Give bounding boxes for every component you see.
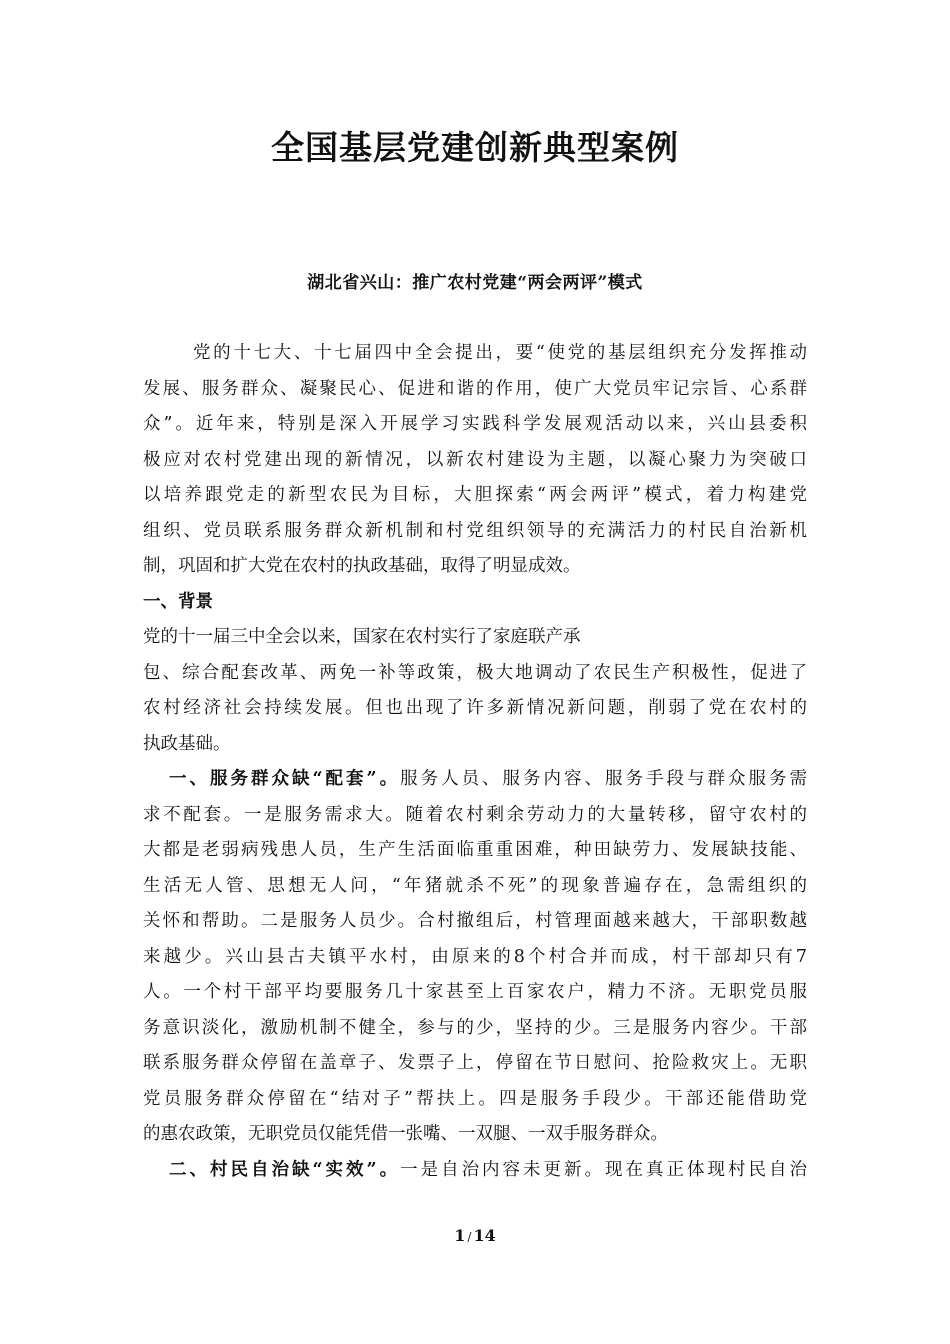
- point-1-heading: 一、服务群众缺“配套”。: [169, 769, 401, 789]
- point-1-line: 的惠农政策，无职党员仅能凭借一张嘴、一双腿、一双手服务群众。: [143, 1124, 668, 1144]
- point-1-line: 求不配套。一是服务需求大。随着农村剩余劳动力的大量转移，留守农村的: [143, 804, 807, 825]
- point-1-line: 联系服务群众停留在盖章子、发票子上，停留在节日慰问、抢险救灾上。无职: [143, 1053, 807, 1073]
- point-1-line: 务意识淡化，激励机制不健全，参与的少，坚持的少。三是服务内容少。干部: [143, 1017, 807, 1038]
- section-heading: 一、背景: [143, 591, 213, 612]
- document-subtitle: 湖北省兴山：推广农村党建“两会两评”模式: [307, 273, 643, 293]
- point-1-line: 党员服务群众停留在“结对子”帮扶上。四是服务手段少。干部还能借助党: [143, 1088, 807, 1109]
- intro-line: 以培养跟党走的新型农民为目标，大胆探索“两会两评”模式，着力构建党: [143, 485, 807, 505]
- intro-line: 发展、服务群众、凝聚民心、促进和谐的作用，使广大党员牢记宗旨、心系群: [143, 378, 807, 399]
- point-2-first-line: [143, 1153, 807, 1189]
- intro-line: 众”。近年来，特别是深入开展学习实践科学发展观活动以来，兴山县委积: [143, 414, 807, 434]
- point-1-line: 大都是老弱病残患人员，生产生活面临重重困难，种田缺劳力、发展缺技能、: [143, 840, 807, 860]
- point-1-line: 来越少。兴山县古夫镇平水村，由原来的8个村合并而成，村干部却只有7: [143, 946, 807, 967]
- intro-line: 制，巩固和扩大党在农村的执政基础，取得了明显成效。: [143, 556, 581, 576]
- background-line: 党的十一届三中全会以来，国家在农村实行了家庭联产承: [143, 627, 581, 647]
- document-title: 全国基层党建创新典型案例: [271, 128, 679, 167]
- point-1-line: 人。一个村干部平均要服务几十家甚至上百家农户，精力不济。无职党员服: [143, 982, 807, 1002]
- page-current: 1: [454, 1226, 466, 1245]
- point-2-text: 一是自治内容未更新。现在真正体现村民自治: [400, 1159, 807, 1180]
- point-1-line: 生活无人管、思想无人问，“年猪就杀不死”的现象普遍存在，急需组织的: [143, 875, 807, 896]
- point-1-text: 服务人员、服务内容、服务手段与群众服务需: [400, 769, 807, 789]
- point-1-first-line: [143, 762, 807, 798]
- point-2-heading: 二、村民自治缺“实效”。: [169, 1159, 401, 1180]
- document-body: [143, 336, 807, 1188]
- point-1-line: 关怀和帮助。二是服务人员少。合村撤组后，村管理面越来越大，干部职数越: [143, 911, 807, 931]
- page-separator: /: [467, 1230, 472, 1244]
- background-line: 执政基础。: [143, 733, 231, 754]
- intro-line: 极应对农村党建出现的新情况，以新农村建设为主题，以凝心聚力为突破口: [143, 449, 807, 470]
- background-line: 包、综合配套改革、两免一补等政策，极大地调动了农民生产积极性，促进了: [143, 662, 807, 683]
- page-number: [0, 1226, 950, 1245]
- page-total: 14: [473, 1226, 496, 1245]
- intro-line: 党的十七大、十七届四中全会提出，要“使党的基层组织充分发挥推动: [193, 343, 807, 363]
- background-line: 农村经济社会持续发展。但也出现了许多新情况新问题，削弱了党在农村的: [143, 698, 807, 718]
- intro-line: 组织、党员联系服务群众新机制和村党组织领导的充满活力的村民自治新机: [143, 520, 807, 541]
